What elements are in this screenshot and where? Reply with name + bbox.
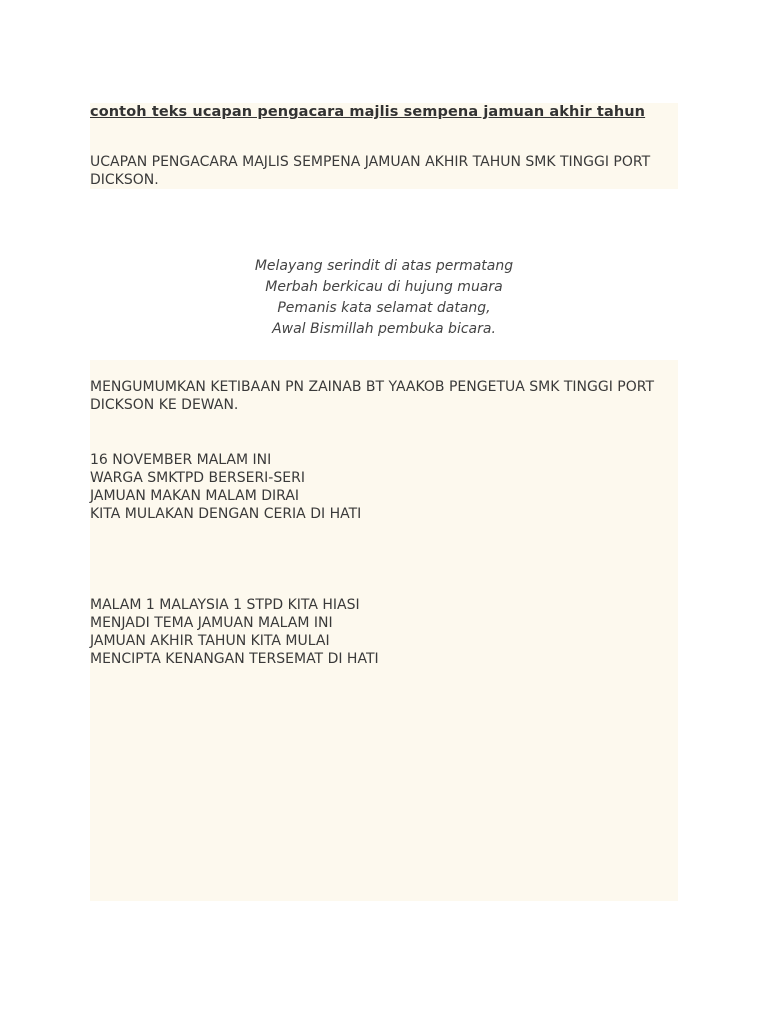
pantun-line: Merbah berkicau di hujung muara xyxy=(265,279,503,295)
intro-paragraph: UCAPAN PENGACARA MAJLIS SEMPENA JAMUAN AKHIR TAHUN SMK TINGGI PORT DICKSON. xyxy=(90,154,651,188)
stanza-line: JAMUAN MAKAN MALAM DIRAI xyxy=(90,488,300,504)
pantun-line: Pemanis kata selamat datang, xyxy=(277,300,491,316)
stanza-line: JAMUAN AKHIR TAHUN KITA MULAI xyxy=(90,633,330,649)
stanza-line: KITA MULAKAN DENGAN CERIA DI HATI xyxy=(90,506,362,522)
stanza-two xyxy=(90,596,379,668)
pantun-line: Melayang serindit di atas permatang xyxy=(254,258,514,274)
document-title: contoh teks ucapan pengacara majlis sempena jamuan akhir tahun xyxy=(90,104,646,120)
stanza-line: MENCIPTA KENANGAN TERSEMAT DI HATI xyxy=(90,651,379,667)
announcement-paragraph: MENGUMUMKAN KETIBAAN PN ZAINAB BT YAAKOB PENGETUA SMK TINGGI PORT DICKSON KE DEWAN. xyxy=(90,379,655,413)
stanza-one xyxy=(90,451,361,523)
stanza-line: 16 NOVEMBER MALAM INI xyxy=(90,452,272,468)
stanza-line: MALAM 1 MALAYSIA 1 STPD KITA HIASI xyxy=(90,597,360,613)
stanza-line: MENJADI TEMA JAMUAN MALAM INI xyxy=(90,615,333,631)
pantun-line: Awal Bismillah pembuka bicara. xyxy=(272,321,496,337)
stanza-line: WARGA SMKTPD BERSERI-SERI xyxy=(90,470,305,486)
pantun-verse xyxy=(90,256,678,340)
